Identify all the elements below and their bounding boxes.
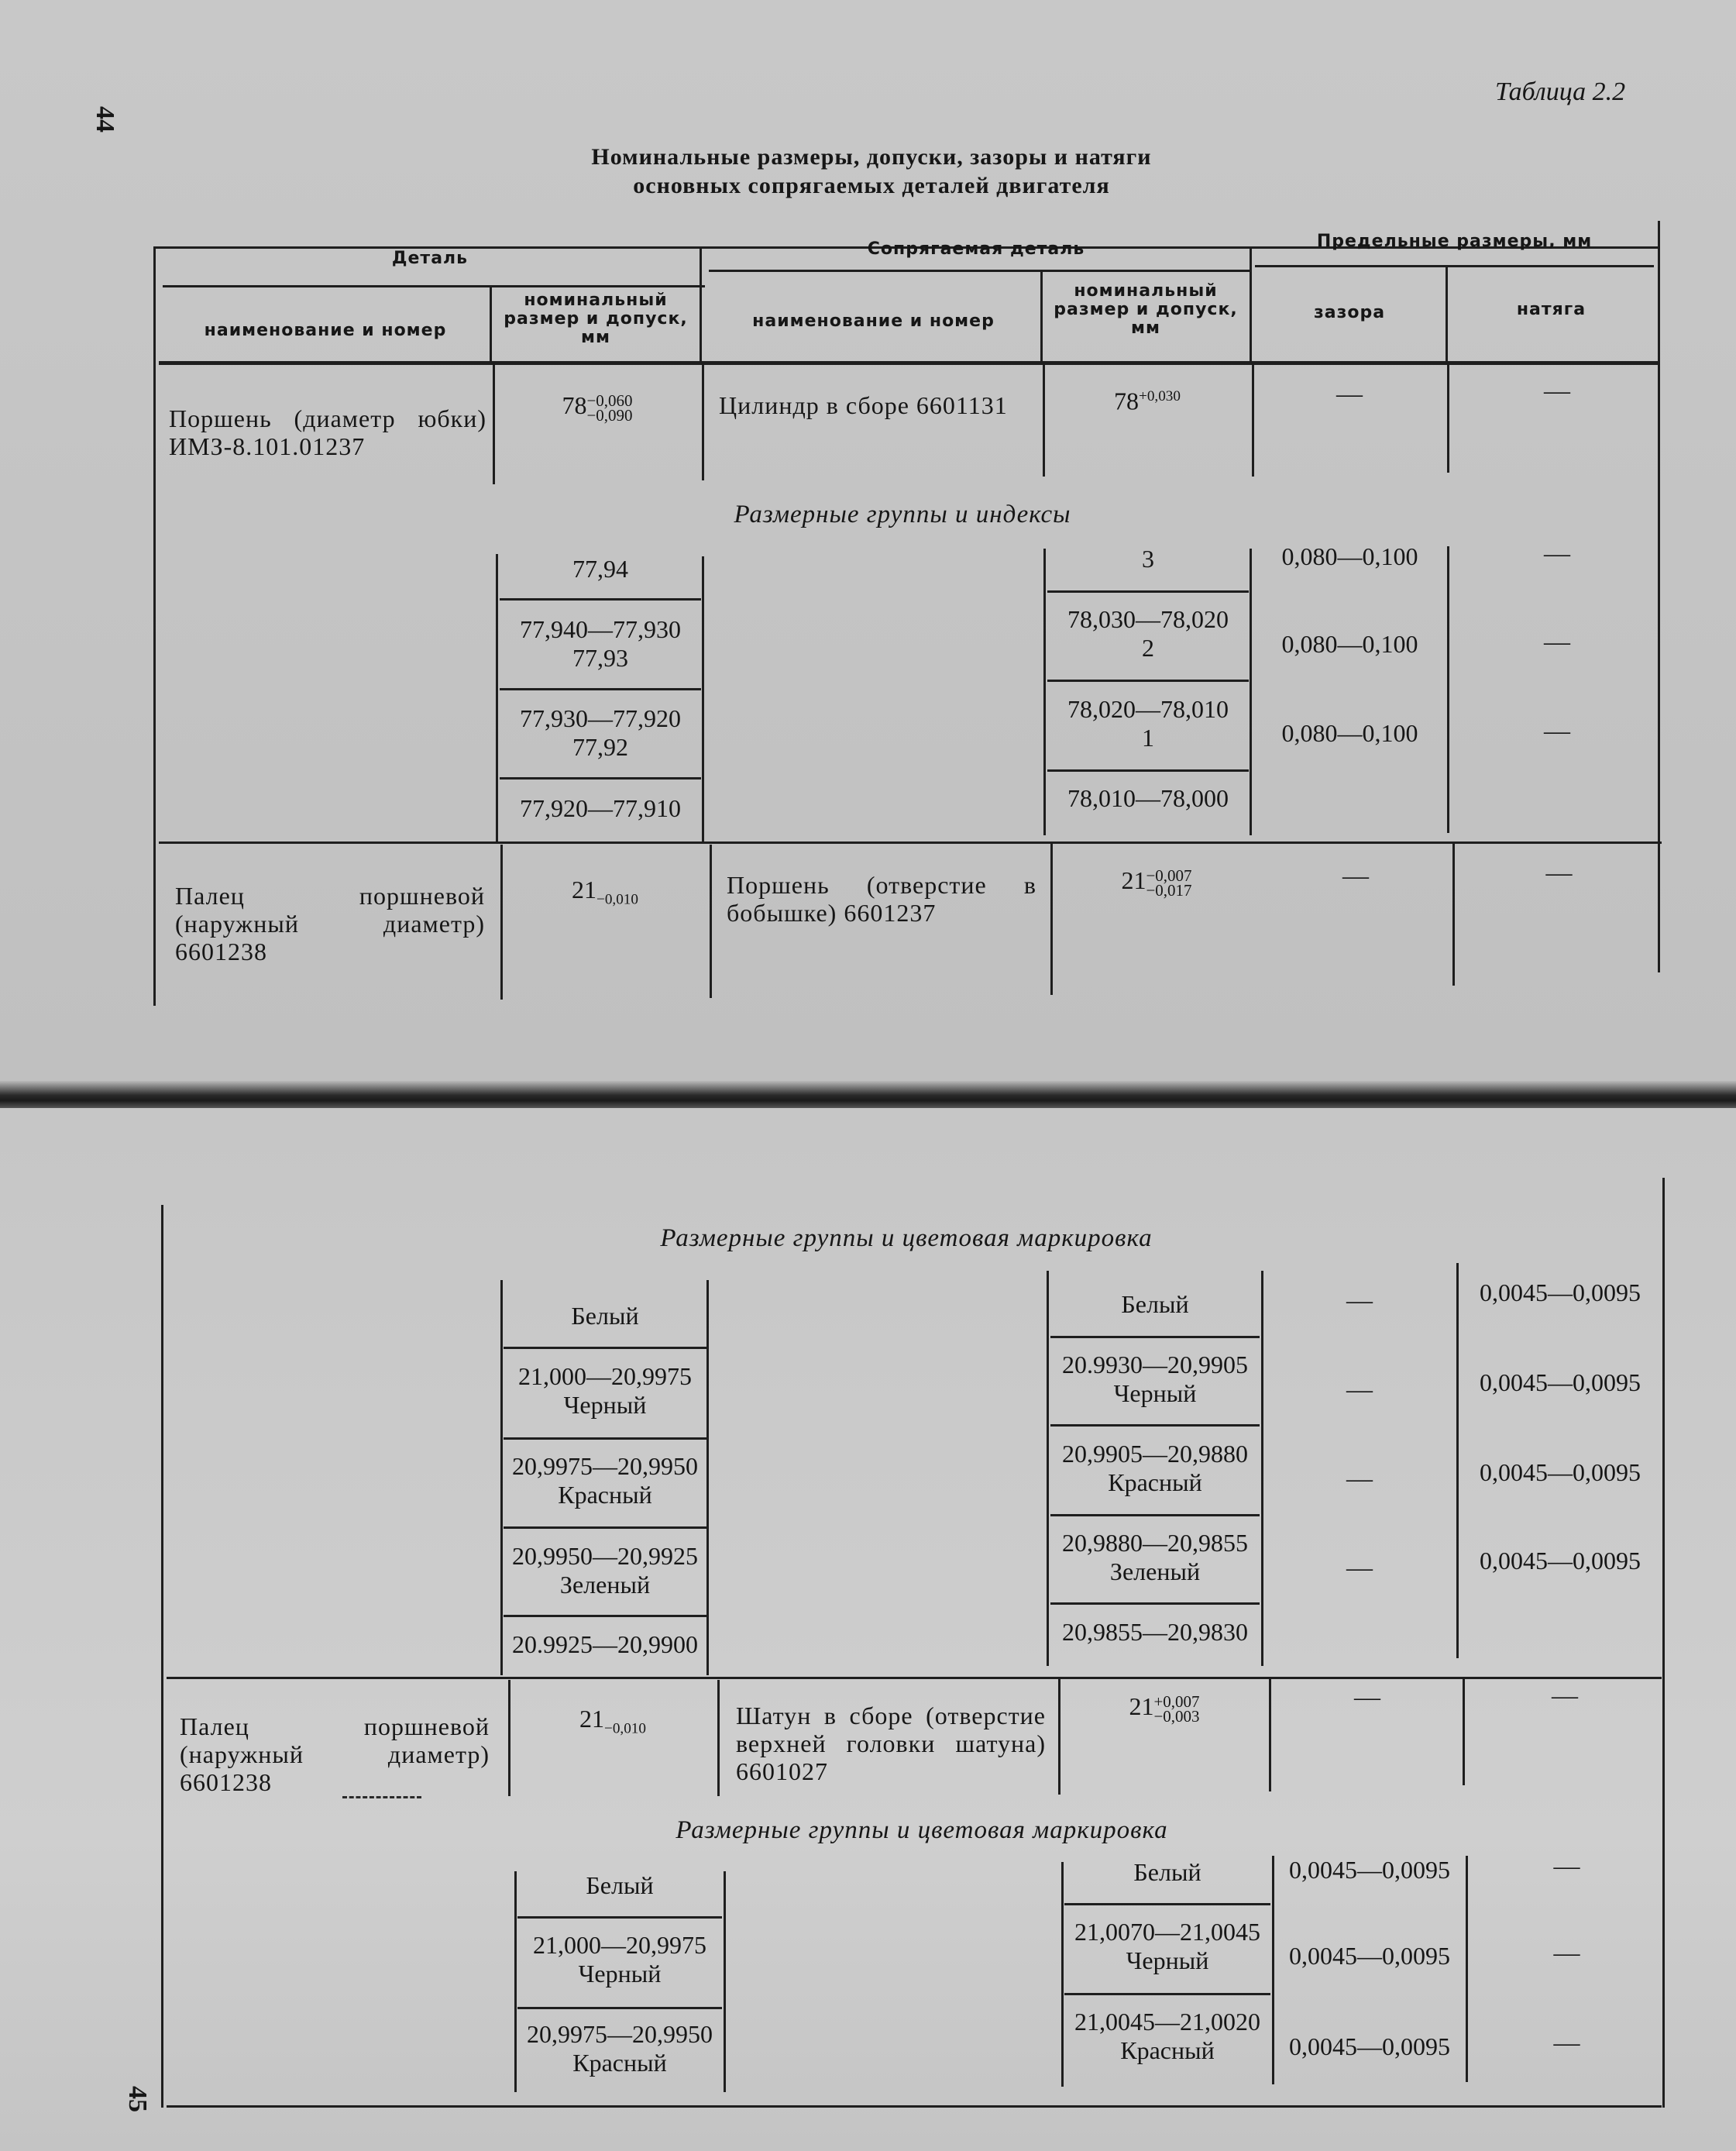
groups3-left-rule-2 bbox=[517, 2007, 722, 2009]
row1-divider-5 bbox=[1447, 364, 1449, 473]
row2-interference: — bbox=[1545, 859, 1573, 887]
header-nominal2: номинальный размер и допуск, мм bbox=[1054, 281, 1238, 338]
groups3-right-3: 21,0045—21,0020 Красный bbox=[1074, 2008, 1260, 2064]
groups1-right-rule-1 bbox=[1047, 590, 1249, 593]
groups2-right-border-l bbox=[1047, 1271, 1049, 1666]
page-number-bottom: 45 bbox=[123, 2086, 152, 2112]
groups1-left-rule-2 bbox=[500, 688, 701, 690]
groups3-gap-1: 0,0045—0,0095 bbox=[1289, 1856, 1450, 1884]
groups3-int-2: — bbox=[1553, 1939, 1580, 1967]
groups1-gap-2: 0,080—0,100 bbox=[1281, 630, 1418, 658]
row3-detail-size bbox=[511, 1705, 714, 1743]
groups2-right-rule-2 bbox=[1050, 1424, 1260, 1427]
groups2-left-3: 20,9975—20,9950 Красный bbox=[512, 1452, 698, 1509]
row3-mating-tol-up: +0,007 bbox=[1153, 1692, 1200, 1711]
header-nominal: номинальный размер и допуск, мм bbox=[504, 291, 688, 347]
groups3-right-rule-1 bbox=[1064, 1903, 1270, 1905]
page-number-top: 44 bbox=[91, 106, 119, 133]
row3-interference: — bbox=[1552, 1681, 1578, 1710]
header-name2: наименование и номер bbox=[752, 311, 995, 331]
table-title bbox=[434, 143, 1309, 200]
groups3-left-1: Белый bbox=[586, 1871, 654, 1899]
groups1-left-4: 77,920—77,910 bbox=[520, 794, 681, 822]
row1-divider-1 bbox=[493, 364, 495, 484]
groups2-left-2: 21,000—20,9975 Черный bbox=[518, 1362, 692, 1419]
groups3-right-rule-2 bbox=[1064, 1993, 1270, 1995]
header-divider-3 bbox=[490, 287, 492, 363]
groups2-right-rule-4 bbox=[1050, 1602, 1260, 1605]
groups1-int-3: — bbox=[1544, 717, 1570, 745]
row1-mating-size bbox=[1046, 382, 1249, 416]
groups1-gap-3: 0,080—0,100 bbox=[1281, 719, 1418, 747]
header-limits: Предельные размеры, мм bbox=[1316, 232, 1593, 251]
groups1-right-3: 78,020—78,010 1 bbox=[1067, 695, 1229, 752]
groups1-right-2: 78,030—78,020 2 bbox=[1067, 605, 1229, 662]
groups3-right-border-l bbox=[1061, 1862, 1064, 2087]
groups3-title: Размерные группы и цветовая маркировка bbox=[675, 1816, 1168, 1844]
row3-detail-base: 21 bbox=[579, 1705, 604, 1733]
row3-mating-name: Шатун в сборе (отверстие верхней головки шатуна) 6601027 bbox=[736, 1702, 1046, 1785]
groups3-gap-3: 0,0045—0,0095 bbox=[1289, 2032, 1450, 2060]
groups2-gap-1: — bbox=[1346, 1286, 1373, 1315]
groups2-int-3: 0,0045—0,0095 bbox=[1480, 1458, 1641, 1486]
groups2-right-3: 20,9905—20,9880 Красный bbox=[1062, 1440, 1248, 1496]
groups1-left-1: 77,94 bbox=[572, 555, 628, 583]
groups1-left-3: 77,930—77,920 77,92 bbox=[520, 704, 681, 761]
header-sub-rule-right bbox=[1255, 265, 1654, 267]
row2-divider-2 bbox=[710, 845, 712, 998]
page-45 bbox=[0, 1108, 1736, 2151]
row3-detail-name: Палец поршневой (наружный диаметр) 6601238 bbox=[180, 1712, 490, 1796]
row3-mating-base: 21 bbox=[1129, 1692, 1154, 1720]
table-right-border bbox=[1658, 221, 1660, 972]
groups3-gap-2: 0,0045—0,0095 bbox=[1289, 1942, 1450, 1970]
header-bottom-rule bbox=[159, 361, 1658, 365]
groups2-left-rule-3 bbox=[504, 1526, 706, 1529]
groups2-right-4: 20,9880—20,9855 Зеленый bbox=[1062, 1529, 1248, 1585]
groups1-left-border-r bbox=[702, 556, 704, 842]
header-divider-5 bbox=[1446, 267, 1448, 363]
table-title-line1: Номинальные размеры, допуски, зазоры и натяги bbox=[591, 144, 1152, 170]
groups2-left-border-l bbox=[500, 1280, 503, 1675]
groups1-title: Размерные группы и индексы bbox=[734, 501, 1071, 528]
table-title-line2: основных сопрягаемых деталей двигателя bbox=[633, 173, 1110, 198]
groups1-right-border-l bbox=[1043, 549, 1046, 835]
groups3-int-1: — bbox=[1553, 1852, 1580, 1881]
row1-mating-base: 78 bbox=[1114, 387, 1139, 415]
groups3-right-border-r bbox=[1272, 1856, 1274, 2084]
groups1-right-rule-2 bbox=[1047, 680, 1249, 682]
groups3-int-3: — bbox=[1553, 2029, 1580, 2057]
groups2-right-1: Белый bbox=[1121, 1290, 1189, 1318]
row3-divider-5 bbox=[1463, 1677, 1465, 1785]
groups1-right-1: 3 bbox=[1142, 545, 1154, 573]
table2-left-border bbox=[161, 1205, 163, 2108]
row3-divider-2 bbox=[717, 1680, 720, 1796]
table-left-border bbox=[153, 246, 156, 1006]
groups2-gap-border bbox=[1456, 1263, 1459, 1658]
row3-top-rule bbox=[167, 1677, 1662, 1679]
row2-detail-tol: −0,010 bbox=[596, 891, 638, 908]
groups2-left-5: 20.9925—20,9900 bbox=[512, 1630, 698, 1658]
groups2-left-border-r bbox=[706, 1280, 709, 1675]
groups3-left-2: 21,000—20,9975 Черный bbox=[533, 1931, 706, 1988]
groups2-right-border-r bbox=[1261, 1271, 1263, 1666]
row3-divider-4 bbox=[1269, 1678, 1271, 1791]
header-sub-rule-left bbox=[163, 285, 705, 287]
header-sub-rule-mid bbox=[709, 270, 1251, 272]
groups1-int-2: — bbox=[1544, 628, 1570, 656]
groups2-gap-2: — bbox=[1346, 1375, 1373, 1404]
row1-detail-size bbox=[496, 391, 699, 423]
row1-divider-2 bbox=[702, 364, 704, 480]
row1-mating-tol: +0,030 bbox=[1139, 388, 1181, 404]
groups2-left-4: 20,9950—20,9925 Зеленый bbox=[512, 1542, 698, 1599]
groups1-left-rule-3 bbox=[500, 777, 701, 780]
row2-mating-tol-up: −0,007 bbox=[1146, 866, 1192, 885]
header-divider-4 bbox=[1040, 271, 1043, 363]
table2-right-border bbox=[1662, 1178, 1665, 2108]
row3-underline-mark bbox=[342, 1796, 421, 1801]
row3-divider-3 bbox=[1058, 1678, 1061, 1795]
row2-mating-name: Поршень (отверстие в бобышке) 6601237 bbox=[727, 871, 1036, 927]
groups3-left-3: 20,9975—20,9950 Красный bbox=[527, 2020, 713, 2077]
row3-mating-size bbox=[1063, 1692, 1266, 1724]
groups2-right-rule-1 bbox=[1050, 1336, 1260, 1338]
groups1-gap-border bbox=[1447, 546, 1449, 833]
groups1-int-1: — bbox=[1544, 539, 1570, 568]
groups3-gap-border bbox=[1466, 1856, 1468, 2082]
row2-mating-base: 21 bbox=[1121, 866, 1146, 894]
row1-detail-base: 78 bbox=[562, 391, 587, 419]
groups1-left-2: 77,940—77,930 77,93 bbox=[520, 615, 681, 672]
groups1-left-rule-1 bbox=[500, 598, 701, 601]
row2-detail-name: Палец поршневой (наружный диаметр) 6601238 bbox=[175, 882, 485, 965]
row1-gap: — bbox=[1336, 380, 1363, 408]
row1-mating-name: Цилиндр в сборе 6601131 bbox=[719, 391, 1008, 419]
header-detail: Деталь bbox=[391, 249, 469, 268]
header-interference: натяга bbox=[1516, 300, 1586, 319]
groups2-left-rule-1 bbox=[504, 1347, 706, 1349]
groups2-left-rule-2 bbox=[504, 1437, 706, 1440]
groups2-gap-4: — bbox=[1346, 1554, 1373, 1582]
row1-detail-tol-low: −0,090 bbox=[586, 405, 633, 425]
groups2-left-1: Белый bbox=[571, 1302, 639, 1330]
row2-divider-1 bbox=[500, 845, 503, 1000]
groups1-right-4: 78,010—78,000 bbox=[1067, 784, 1229, 812]
row2-divider-4 bbox=[1452, 841, 1455, 986]
row2-top-rule bbox=[159, 841, 1662, 844]
groups2-right-5: 20,9855—20,9830 bbox=[1062, 1618, 1248, 1646]
row3-detail-tol: −0,010 bbox=[604, 1720, 646, 1737]
row3-divider-1 bbox=[508, 1680, 510, 1796]
groups2-int-4: 0,0045—0,0095 bbox=[1480, 1547, 1641, 1575]
row2-detail-base: 21 bbox=[572, 876, 596, 903]
row3-mating-tol-low: −0,003 bbox=[1153, 1706, 1200, 1726]
groups2-gap-3: — bbox=[1346, 1464, 1373, 1493]
table-label: Таблица 2.2 bbox=[1495, 77, 1626, 106]
row2-gap: — bbox=[1342, 862, 1369, 890]
groups3-right-2: 21,0070—21,0045 Черный bbox=[1074, 1918, 1260, 1974]
row3-gap: — bbox=[1354, 1683, 1380, 1712]
row1-detail-tol-up: −0,060 bbox=[586, 391, 633, 410]
groups3-left-border-r bbox=[724, 1871, 726, 2092]
groups1-right-rule-3 bbox=[1047, 769, 1249, 772]
header-divider-2 bbox=[1250, 246, 1252, 363]
header-gap: зазора bbox=[1313, 303, 1386, 322]
row2-mating-size bbox=[1055, 866, 1258, 898]
groups1-gap-1: 0,080—0,100 bbox=[1281, 542, 1418, 570]
row1-detail-name: Поршень (диаметр юбки) ИМЗ-8.101.01237 bbox=[169, 404, 486, 460]
groups2-right-2: 20.9930—20,9905 Черный bbox=[1062, 1351, 1248, 1407]
groups3-left-rule-1 bbox=[517, 1916, 722, 1919]
row1-interference: — bbox=[1544, 377, 1570, 405]
header-divider-1 bbox=[700, 246, 702, 363]
table2-bottom-rule bbox=[167, 2105, 1662, 2108]
row1-divider-4 bbox=[1252, 364, 1254, 477]
groups2-int-1: 0,0045—0,0095 bbox=[1480, 1279, 1641, 1306]
groups3-left-border-l bbox=[514, 1871, 517, 2092]
groups3-right-1: Белый bbox=[1133, 1858, 1201, 1886]
row2-detail-size bbox=[504, 876, 706, 914]
row2-mating-tol-low: −0,017 bbox=[1146, 880, 1192, 900]
groups2-left-rule-4 bbox=[504, 1615, 706, 1617]
row1-divider-3 bbox=[1043, 364, 1045, 477]
header-name: наименование и номер bbox=[204, 321, 447, 340]
groups2-title: Размерные группы и цветовая маркировка bbox=[660, 1224, 1153, 1252]
groups1-left-border-l bbox=[496, 554, 498, 842]
header-mating: Сопрягаемая деталь bbox=[867, 239, 1085, 259]
groups2-right-rule-3 bbox=[1050, 1514, 1260, 1516]
groups1-right-border-r bbox=[1250, 549, 1252, 835]
groups2-int-2: 0,0045—0,0095 bbox=[1480, 1368, 1641, 1396]
row2-divider-3 bbox=[1050, 843, 1053, 995]
